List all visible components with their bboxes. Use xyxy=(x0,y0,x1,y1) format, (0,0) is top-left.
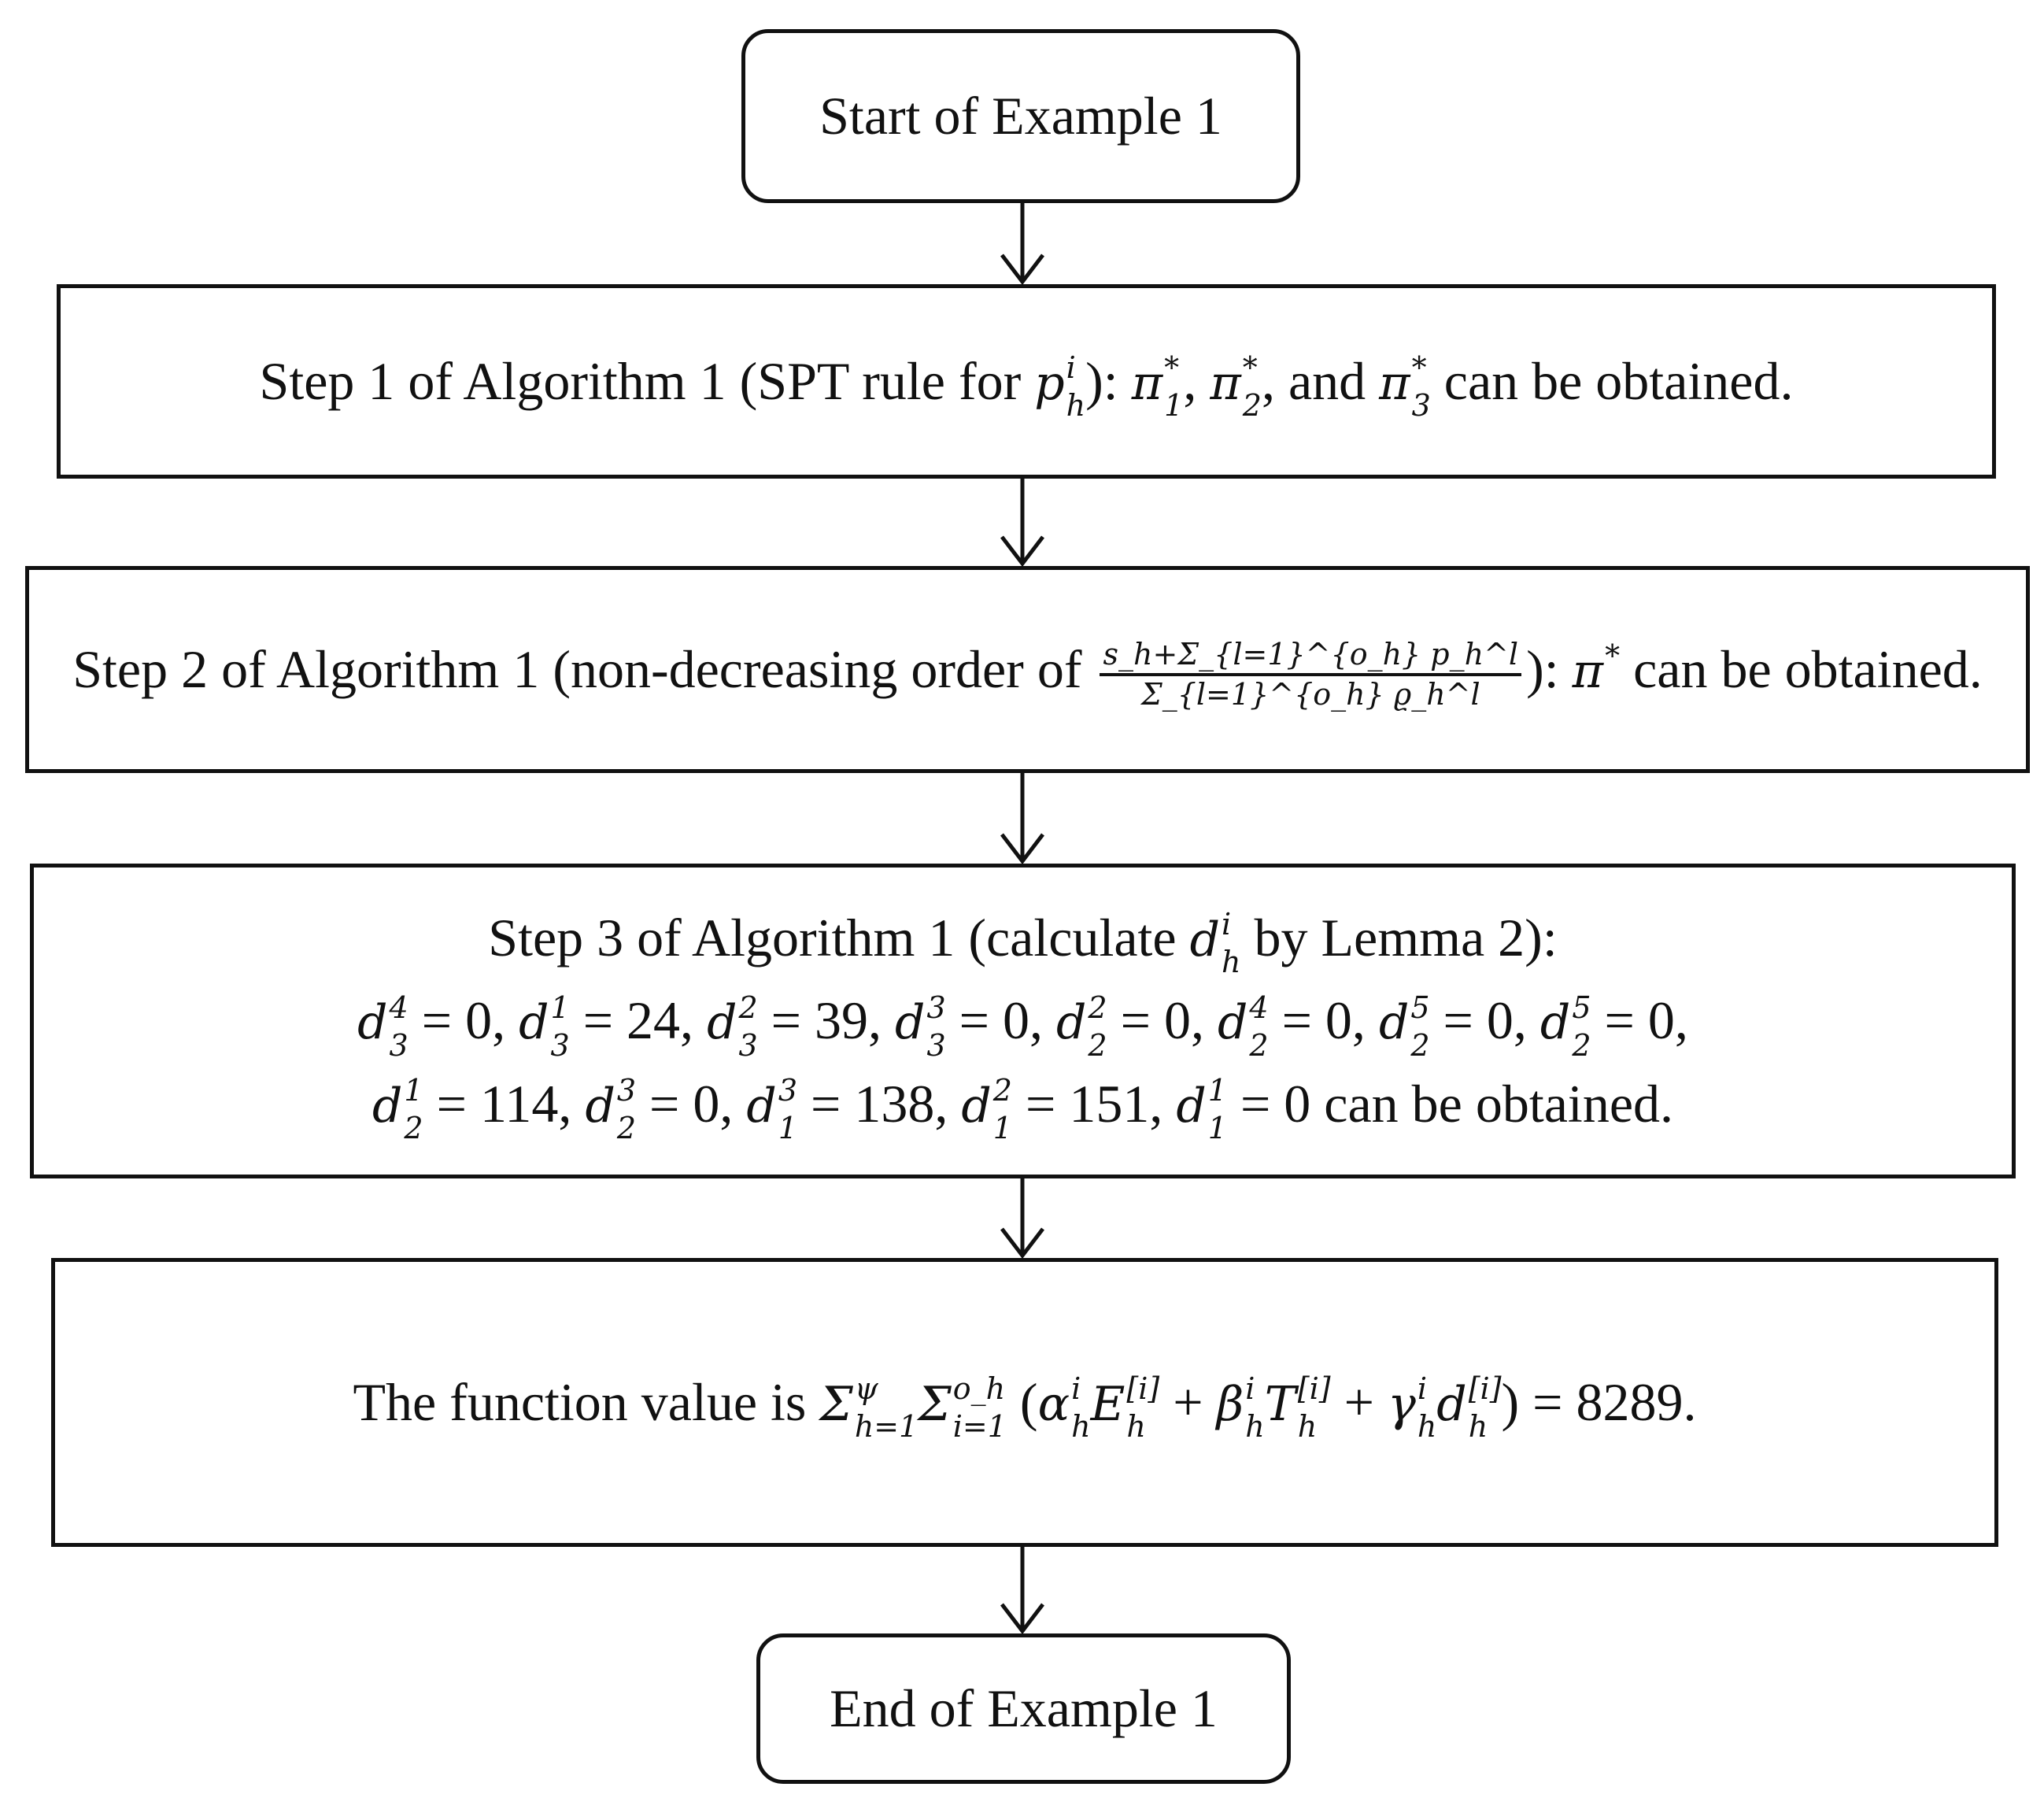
math-base: d xyxy=(1176,1078,1207,1134)
step4-text xyxy=(353,1360,1696,1445)
math-symbol xyxy=(707,990,758,1063)
math-scripts xyxy=(992,1073,1012,1146)
math-base: β xyxy=(1216,1377,1244,1433)
math-scripts xyxy=(1071,1371,1091,1445)
math-scripts xyxy=(1126,1371,1160,1445)
text-segment: ( xyxy=(1006,1372,1038,1433)
math-subscript: h xyxy=(1417,1409,1437,1445)
math-symbol xyxy=(1264,1371,1331,1445)
math-base: d xyxy=(961,1078,992,1134)
math-superscript: 3 xyxy=(778,1073,798,1108)
math-base: d xyxy=(1378,995,1410,1051)
math-base: p xyxy=(1034,356,1065,412)
math-subscript: 2 xyxy=(1088,1027,1107,1063)
math-symbol xyxy=(1056,990,1107,1063)
fraction-numerator: s_h+Σ_{l=1}^{o_h} p_h^l xyxy=(1100,638,1521,677)
math-subscript: h xyxy=(1245,1409,1265,1445)
math-symbol xyxy=(895,990,946,1063)
math-subscript: 1 xyxy=(1207,1111,1227,1146)
arrow-down-icon xyxy=(999,479,1046,566)
math-base: Σ xyxy=(819,1377,853,1433)
math-subscript: 1 xyxy=(992,1111,1012,1146)
math-base: d xyxy=(1056,995,1087,1051)
math-scripts xyxy=(404,1073,423,1146)
math-subscript: h xyxy=(1297,1409,1318,1445)
fraction-denominator: Σ_{l=1}^{o_h} ϱ_h^l xyxy=(1140,677,1480,712)
step2-box xyxy=(25,566,2030,773)
math-subscript: 2 xyxy=(404,1111,423,1146)
math-subscript: i=1 xyxy=(952,1409,1007,1445)
math-subscript: h xyxy=(1126,1409,1146,1445)
math-superscript: i xyxy=(1222,907,1232,942)
text-segment: can be obtained. xyxy=(1430,351,1794,412)
math-base: E xyxy=(1090,1377,1125,1433)
math-base: d xyxy=(746,1078,777,1134)
math-symbol xyxy=(1387,1371,1437,1445)
math-symbol xyxy=(1573,639,1620,699)
math-symbol xyxy=(819,1371,919,1445)
math-superscript: 2 xyxy=(992,1073,1012,1108)
math-subscript: 3 xyxy=(1411,388,1431,424)
math-base: d xyxy=(1217,995,1248,1051)
math-superscript: i xyxy=(1417,1371,1427,1407)
math-base: d xyxy=(585,1078,615,1134)
text-segment: Step 2 of Algorithm 1 (non-decreasing order of xyxy=(72,638,1096,699)
math-superscript: 3 xyxy=(616,1073,637,1108)
math-symbol xyxy=(961,1073,1012,1146)
math-superscript: 2 xyxy=(738,990,758,1025)
math-symbol xyxy=(1217,990,1269,1063)
math-symbol xyxy=(1037,1371,1091,1445)
text-segment: = 0, xyxy=(1429,990,1540,1051)
text-segment: = 114, xyxy=(423,1073,586,1134)
math-superscript: 1 xyxy=(550,990,570,1025)
math-symbol xyxy=(1216,1371,1265,1445)
math-superscript: o_h xyxy=(952,1371,1006,1407)
math-symbol xyxy=(1090,1371,1160,1445)
step3-box xyxy=(30,864,2016,1178)
arrow-down-icon xyxy=(999,773,1046,864)
math-scripts xyxy=(1164,350,1184,424)
math-scripts xyxy=(778,1073,798,1146)
text-segment: can be obtained. xyxy=(1620,638,1983,699)
text-segment: = 138, xyxy=(797,1073,962,1134)
step3-line-3 xyxy=(372,1063,1673,1145)
text-segment: , xyxy=(1183,351,1211,412)
text-segment: + xyxy=(1159,1372,1217,1433)
text-segment: Step 1 of Algorithm 1 (SPT rule for xyxy=(259,351,1035,412)
text-segment: ) = 8289. xyxy=(1501,1372,1697,1433)
text-segment: = 0, xyxy=(636,1073,747,1134)
math-subscript: 3 xyxy=(926,1027,946,1063)
text-segment: , and xyxy=(1261,351,1380,412)
math-superscript: 4 xyxy=(389,990,408,1025)
math-scripts xyxy=(1222,907,1241,980)
math-superscript: * xyxy=(1605,638,1621,674)
math-base: d xyxy=(1189,912,1221,967)
math-subscript: 1 xyxy=(778,1111,798,1146)
step4-box xyxy=(51,1258,1998,1547)
math-superscript: [i] xyxy=(1468,1371,1502,1407)
math-symbol xyxy=(357,990,408,1063)
text-segment: ): xyxy=(1085,351,1132,412)
text-segment: Step 3 of Algorithm 1 (calculate xyxy=(488,907,1190,967)
math-scripts xyxy=(1207,1073,1227,1146)
math-base: d xyxy=(372,1078,403,1134)
math-symbol xyxy=(372,1073,423,1146)
math-base: π xyxy=(1131,356,1163,412)
start-label: Start of Example 1 xyxy=(819,86,1222,146)
math-symbol xyxy=(1176,1073,1227,1146)
fraction xyxy=(1100,638,1521,712)
math-symbol xyxy=(585,1073,637,1146)
math-scripts xyxy=(952,1371,1007,1445)
text-segment: = 0 can be obtained. xyxy=(1226,1073,1673,1134)
math-superscript: 1 xyxy=(1207,1073,1227,1108)
math-symbol xyxy=(519,990,570,1063)
math-scripts xyxy=(616,1073,637,1146)
math-superscript: i xyxy=(1066,350,1076,386)
math-subscript: 1 xyxy=(1164,388,1184,424)
math-symbol xyxy=(746,1073,798,1146)
math-scripts xyxy=(1468,1371,1502,1445)
math-scripts xyxy=(1572,990,1591,1063)
text-segment: by Lemma 2): xyxy=(1240,907,1558,967)
step2-text xyxy=(72,627,1983,712)
math-scripts xyxy=(1245,1371,1265,1445)
math-subscript xyxy=(1605,679,1620,708)
math-base: Σ xyxy=(918,1377,952,1433)
math-superscript: 5 xyxy=(1410,990,1430,1025)
math-superscript: 2 xyxy=(1088,990,1107,1025)
math-scripts xyxy=(738,990,758,1063)
math-scripts xyxy=(1417,1371,1437,1445)
math-base: π xyxy=(1210,356,1241,412)
math-subscript: h=1 xyxy=(854,1409,919,1445)
math-subscript: 3 xyxy=(389,1027,408,1063)
math-subscript: h xyxy=(1066,388,1086,424)
arrow-down-icon xyxy=(999,203,1046,284)
math-scripts xyxy=(550,990,570,1063)
start-terminal xyxy=(741,29,1300,203)
math-scripts xyxy=(1297,1371,1331,1445)
text-segment: ): xyxy=(1526,638,1573,699)
math-base: d xyxy=(1436,1377,1467,1433)
math-symbol xyxy=(1034,350,1086,424)
text-segment: = 0, xyxy=(408,990,519,1051)
text-segment: = 0, xyxy=(1268,990,1379,1051)
math-base: α xyxy=(1037,1377,1070,1433)
math-symbol xyxy=(1379,350,1431,424)
math-scripts xyxy=(1066,350,1086,424)
math-superscript: i xyxy=(1071,1371,1081,1407)
math-subscript: 2 xyxy=(1410,1027,1430,1063)
text-segment: = 151, xyxy=(1011,1073,1177,1134)
text-segment: = 24, xyxy=(569,990,708,1051)
math-superscript: 5 xyxy=(1572,990,1591,1025)
math-base: d xyxy=(1539,995,1571,1051)
math-base: d xyxy=(895,995,926,1051)
math-superscript: 1 xyxy=(404,1073,423,1108)
math-symbol xyxy=(1539,990,1591,1063)
math-base: d xyxy=(707,995,737,1051)
math-symbol xyxy=(918,1371,1007,1445)
math-subscript: 3 xyxy=(550,1027,570,1063)
math-subscript: 2 xyxy=(1249,1027,1269,1063)
arrow-down-icon xyxy=(999,1178,1046,1258)
math-base: π xyxy=(1572,643,1604,699)
arrow-down-icon xyxy=(999,1547,1046,1633)
math-superscript: ψ xyxy=(854,1371,878,1407)
math-base: γ xyxy=(1387,1377,1416,1433)
text-segment: The function value is xyxy=(353,1372,820,1433)
math-superscript: 4 xyxy=(1249,990,1269,1025)
step3-line-1 xyxy=(488,897,1557,979)
math-symbol xyxy=(1210,350,1262,424)
math-scripts xyxy=(1410,990,1430,1063)
math-subscript: h xyxy=(1222,945,1241,980)
math-base: π xyxy=(1379,356,1410,412)
end-terminal xyxy=(756,1633,1291,1784)
math-superscript: [i] xyxy=(1126,1371,1160,1407)
text-segment: = 39, xyxy=(757,990,896,1051)
math-superscript: * xyxy=(1242,350,1258,386)
math-base: d xyxy=(519,995,549,1051)
math-symbol xyxy=(1436,1371,1502,1445)
math-base: d xyxy=(357,995,388,1051)
math-scripts xyxy=(1242,350,1262,424)
math-symbol xyxy=(1189,907,1241,980)
math-scripts xyxy=(1088,990,1107,1063)
end-label: End of Example 1 xyxy=(830,1678,1218,1739)
math-subscript: h xyxy=(1071,1409,1091,1445)
text-segment: + xyxy=(1330,1372,1388,1433)
math-base: T xyxy=(1264,1377,1296,1433)
math-superscript: [i] xyxy=(1297,1371,1331,1407)
math-superscript: * xyxy=(1411,350,1427,386)
math-scripts xyxy=(1411,350,1431,424)
math-superscript: i xyxy=(1245,1371,1255,1407)
text-segment: = 0, xyxy=(1107,990,1218,1051)
step3-line-2 xyxy=(357,979,1688,1062)
math-subscript: 2 xyxy=(1242,388,1262,424)
text-segment: = 0, xyxy=(945,990,1056,1051)
math-symbol xyxy=(1131,350,1184,424)
math-subscript: 3 xyxy=(738,1027,758,1063)
math-scripts xyxy=(1249,990,1269,1063)
math-subscript: 2 xyxy=(1572,1027,1591,1063)
math-scripts xyxy=(854,1371,919,1445)
text-segment: = 0, xyxy=(1591,990,1688,1051)
math-subscript: h xyxy=(1468,1409,1488,1445)
math-scripts xyxy=(389,990,408,1063)
step1-text xyxy=(260,339,1794,424)
math-symbol xyxy=(1378,990,1430,1063)
math-superscript: * xyxy=(1164,350,1180,386)
math-scripts xyxy=(1605,638,1621,708)
math-superscript: 3 xyxy=(926,990,946,1025)
step1-box xyxy=(57,284,1996,479)
math-subscript: 2 xyxy=(616,1111,637,1146)
math-scripts xyxy=(926,990,946,1063)
